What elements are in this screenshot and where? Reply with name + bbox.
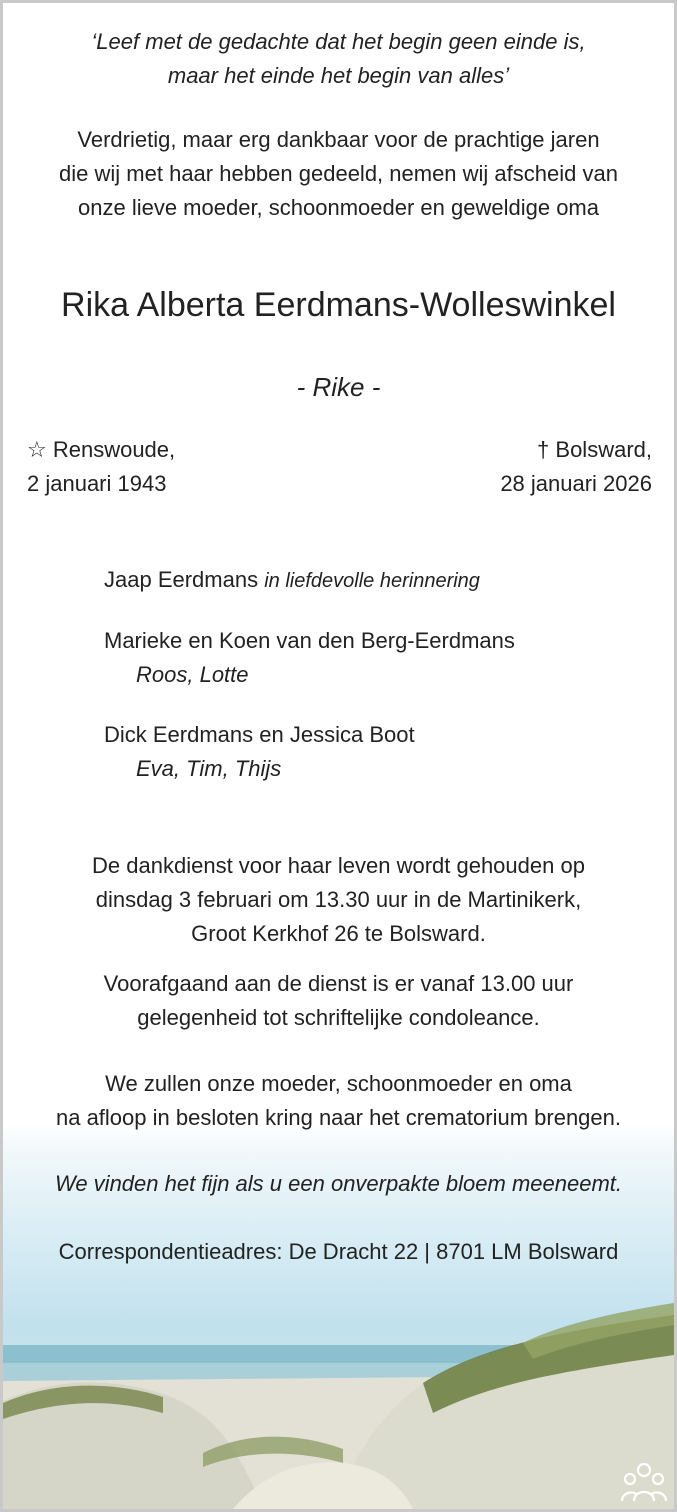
death-date: 28 januari 2026 <box>500 471 652 496</box>
family-list <box>104 563 515 812</box>
cremation-line: We zullen onze moeder, schoonmoeder en oma <box>105 1071 572 1096</box>
intro-line: Verdrietig, maar erg dankbaar voor de prachtige jaren <box>77 127 600 152</box>
people-group-icon <box>620 1461 668 1505</box>
quote-line: ‘Leef met de gedachte dat het begin geen einde is, <box>91 29 586 54</box>
dune-beach-image <box>3 1263 674 1509</box>
service-line: Groot Kerkhof 26 te Bolsward. <box>191 921 486 946</box>
family-entry-partner <box>104 563 515 598</box>
child1-names: Marieke en Koen van den Berg-Eerdmans <box>104 628 515 653</box>
nickname: - Rike - <box>296 372 381 402</box>
cremation-info <box>3 1067 674 1135</box>
correspondence-address: Correspondentieadres: De Dracht 22 | 8701 LM Bolsward <box>58 1239 619 1264</box>
family-entry-child1 <box>104 624 515 692</box>
condolence-line: gelegenheid tot schriftelijke condoleance. <box>137 1005 540 1030</box>
condolence-line: Voorafgaand aan de dienst is er vanaf 13.00 uur <box>103 971 574 996</box>
partner-note: in liefdevolle herinnering <box>264 570 480 592</box>
partner-name: Jaap Eerdmans <box>104 567 259 592</box>
child2-names: Dick Eerdmans en Jessica Boot <box>104 722 415 747</box>
quote-line: maar het einde het begin van alles’ <box>167 63 510 88</box>
birth-info <box>27 433 175 501</box>
intro-line: die wij met haar hebben gedeeld, nemen wij afscheid van <box>59 161 618 186</box>
child1-grandchildren: Roos, Lotte <box>136 662 249 687</box>
flower-note: We vinden het fijn als u een onverpakte bloem meeneemt. <box>54 1171 623 1196</box>
cremation-line: na afloop in besloten kring naar het crematorium brengen. <box>55 1105 621 1130</box>
child2-grandchildren: Eva, Tim, Thijs <box>136 756 282 781</box>
condolence-info <box>3 967 674 1035</box>
birth-date: 2 januari 1943 <box>27 471 167 496</box>
death-place: † Bolsward, <box>537 437 652 462</box>
service-line: De dankdienst voor haar leven wordt gehouden op <box>92 853 585 878</box>
family-entry-child2 <box>104 718 515 786</box>
service-line: dinsdag 3 februari om 13.30 uur in de Martinikerk, <box>95 887 582 912</box>
intro-line: onze lieve moeder, schoonmoeder en geweldige oma <box>78 195 599 220</box>
deceased-name: Rika Alberta Eerdmans-Wolleswinkel <box>61 286 616 324</box>
intro-text <box>3 123 674 225</box>
birth-place: ☆ Renswoude, <box>27 437 176 462</box>
death-info <box>500 433 652 501</box>
service-info <box>3 849 674 951</box>
quote <box>3 25 674 93</box>
